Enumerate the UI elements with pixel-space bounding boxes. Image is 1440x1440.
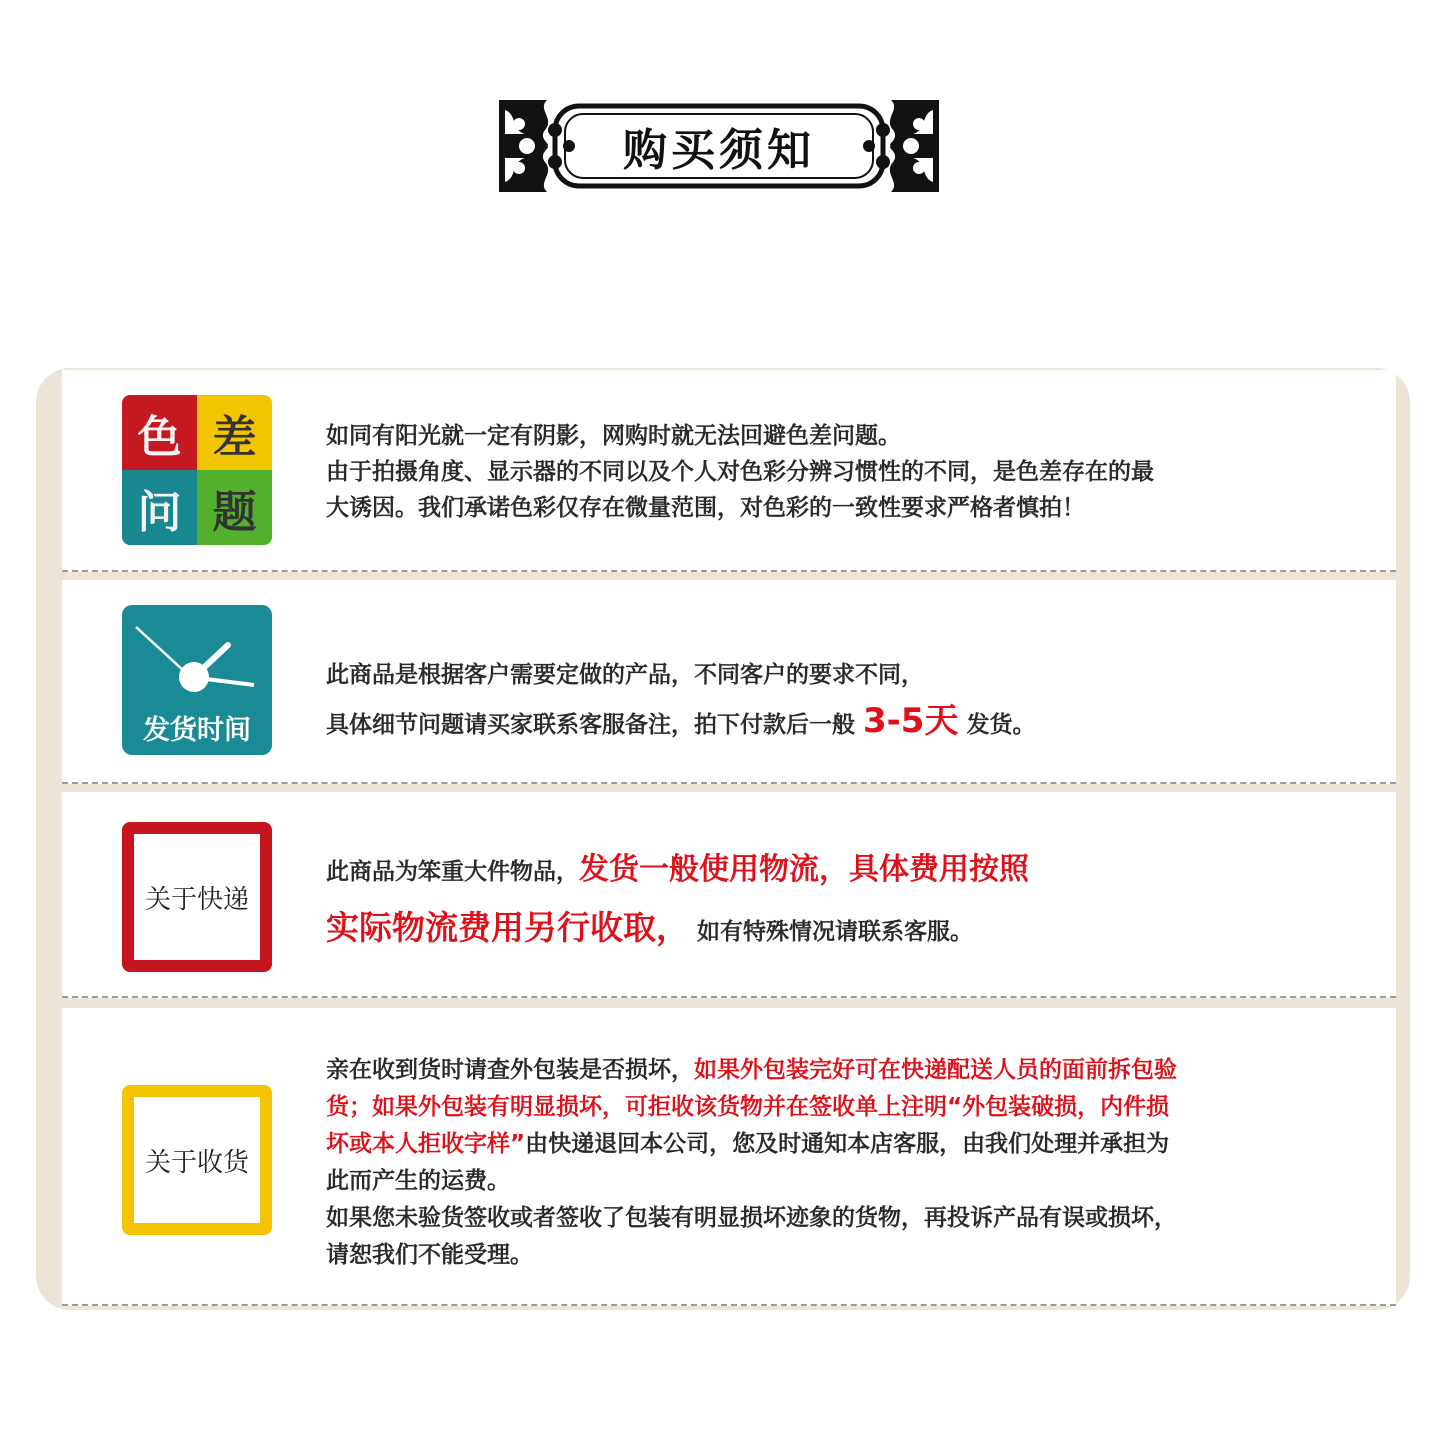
- clock-icon: [122, 605, 272, 755]
- express-label-icon: 关于快递: [122, 822, 272, 972]
- text-line: 大诱因。我们承诺色彩仅存在微量范围，对色彩的一致性要求严格者慎拍！: [326, 495, 1085, 521]
- clock-icon-label: 发货时间: [143, 715, 251, 746]
- text-fragment: 具体细节问题请买家联系客服备注，拍下付款后一般: [326, 712, 864, 738]
- logistics-highlight: 发货一般使用物流，具体费用按照: [579, 852, 1029, 887]
- text-fragment: 发货。: [958, 712, 1036, 738]
- text-fragment: 亲在收到货时请查外包装是否损坏，: [326, 1057, 694, 1083]
- shipping-time-text: [326, 652, 1035, 748]
- text-fragment: 此商品为笨重大件物品，: [326, 859, 579, 885]
- color-grid-icon: [122, 395, 272, 545]
- shipping-days-highlight: 3-5天: [863, 701, 959, 741]
- page-title: 购买须知: [623, 125, 815, 176]
- text-line: 此商品是根据客户需要定做的产品，不同客户的要求不同，: [326, 662, 924, 688]
- text-line: 请恕我们不能受理。: [326, 1242, 533, 1268]
- text-line: 如同有阳光就一定有阴影，网购时就无法回避色差问题。: [326, 423, 901, 449]
- receiving-label-icon: 关于收货: [122, 1085, 272, 1235]
- text-fragment: 由快递退回本公司，您及时通知本店客服，由我们处理并承担为: [525, 1131, 1170, 1157]
- color-grid-char: 差: [197, 395, 272, 470]
- color-grid-char: 题: [197, 470, 272, 545]
- header-banner: [497, 100, 941, 192]
- color-grid-char: 色: [122, 395, 197, 470]
- text-line: 由于拍摄角度、显示器的不同以及个人对色彩分辨习惯性的不同，是色差存在的最: [326, 459, 1154, 485]
- color-grid-char: 问: [122, 470, 197, 545]
- text-line: [326, 1126, 1177, 1163]
- receiving-text: [326, 1052, 1177, 1274]
- text-line: [326, 698, 1035, 748]
- express-text: [326, 842, 1029, 960]
- text-line: [326, 900, 1029, 960]
- logistics-fee-highlight: 实际物流费用另行收取，: [326, 908, 689, 947]
- text-highlight: 坏或本人拒收字样”: [326, 1131, 526, 1157]
- text-highlight: 如果外包装完好可在快递配送人员的面前拆包验: [694, 1057, 1177, 1083]
- text-fragment: 如有特殊情况请联系客服。: [689, 919, 974, 945]
- text-line: 如果您未验货签收或者签收了包装有明显损坏迹象的货物，再投诉产品有误或损坏，: [326, 1205, 1177, 1231]
- color-difference-text: [326, 418, 1154, 526]
- text-line: 此而产生的运费。: [326, 1168, 510, 1194]
- text-line: 货；如果外包装有明显损坏，可拒收该货物并在签收单上注明“外包装破损，内件损: [326, 1094, 1170, 1120]
- text-line: [326, 1052, 1177, 1089]
- text-line: [326, 842, 1029, 900]
